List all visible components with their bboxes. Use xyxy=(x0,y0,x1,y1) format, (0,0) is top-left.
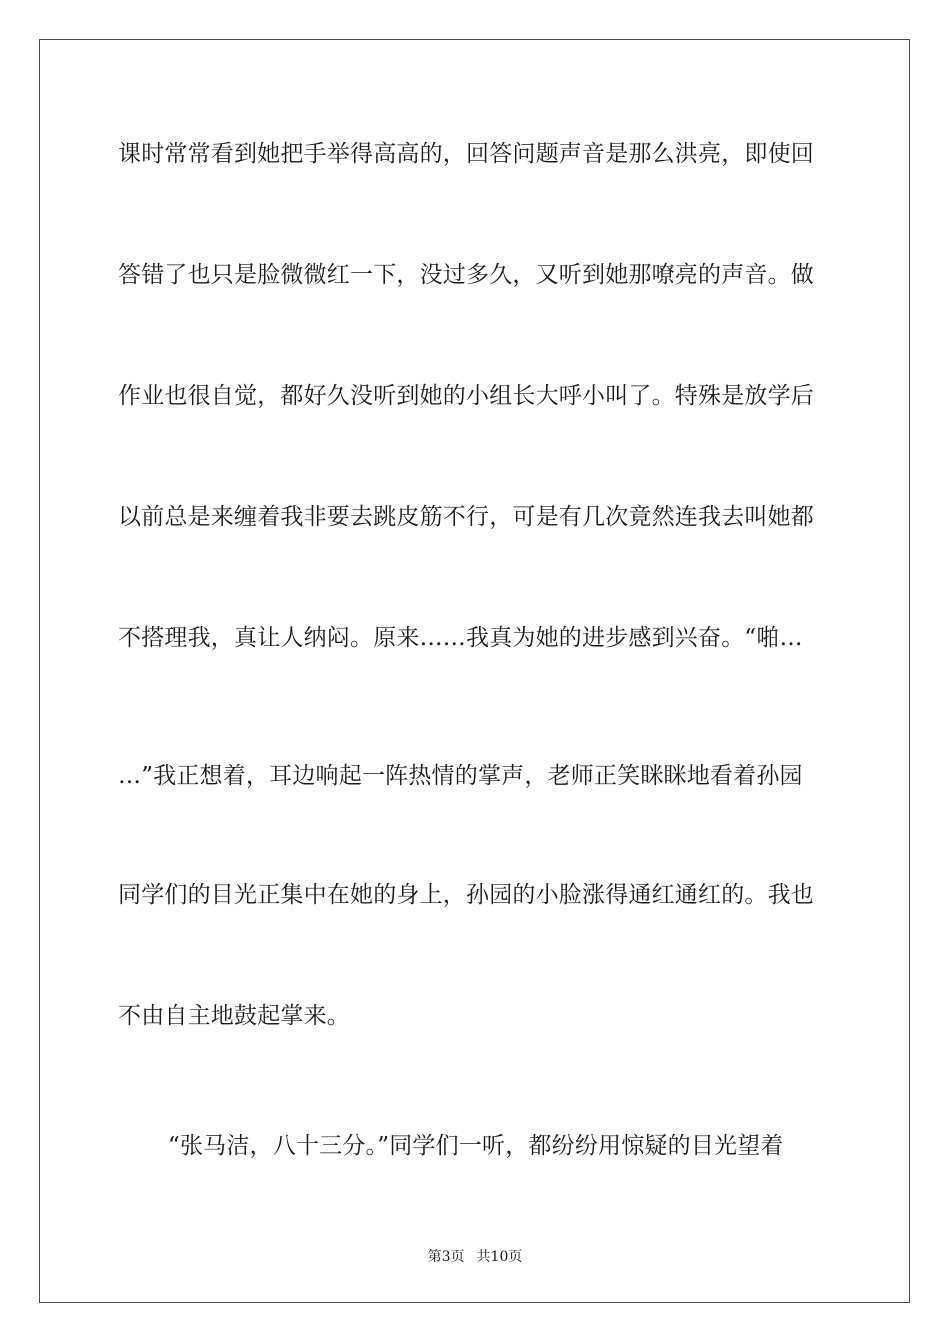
text-line-5: 不搭理我，真让人纳闷。原来……我真为她的进步感到兴奋。“啪… xyxy=(118,625,803,651)
page-number-current: 第3页 xyxy=(427,1249,465,1265)
page-footer xyxy=(0,1246,950,1266)
text-line-8: 不由自主地鼓起掌来。 xyxy=(118,1003,350,1029)
text-line-3: 作业也很自觉，都好久没听到她的小组长大呼小叫了。特殊是放学后 xyxy=(118,383,814,409)
page-number-total: 共10页 xyxy=(476,1249,523,1265)
page-border xyxy=(39,39,910,1303)
text-line-4: 以前总是来缠着我非要去跳皮筋不行，可是有几次竟然连我去叫她都 xyxy=(118,504,814,530)
text-line-2: 答错了也只是脸微微红一下，没过多久，又听到她那嘹亮的声音。做 xyxy=(118,262,814,288)
text-line-6: …”我正想着，耳边响起一阵热情的掌声，老师正笑眯眯地看着孙园 xyxy=(118,763,803,789)
text-line-7: 同学们的目光正集中在她的身上，孙园的小脸涨得通红通红的。我也 xyxy=(118,882,814,908)
text-line-1: 课时常常看到她把手举得高高的，回答问题声音是那么洪亮，即使回 xyxy=(118,141,814,167)
text-line-9-paragraph-start: “张马洁，八十三分。”同学们一听，都纷纷用惊疑的目光望着 xyxy=(168,1133,784,1159)
